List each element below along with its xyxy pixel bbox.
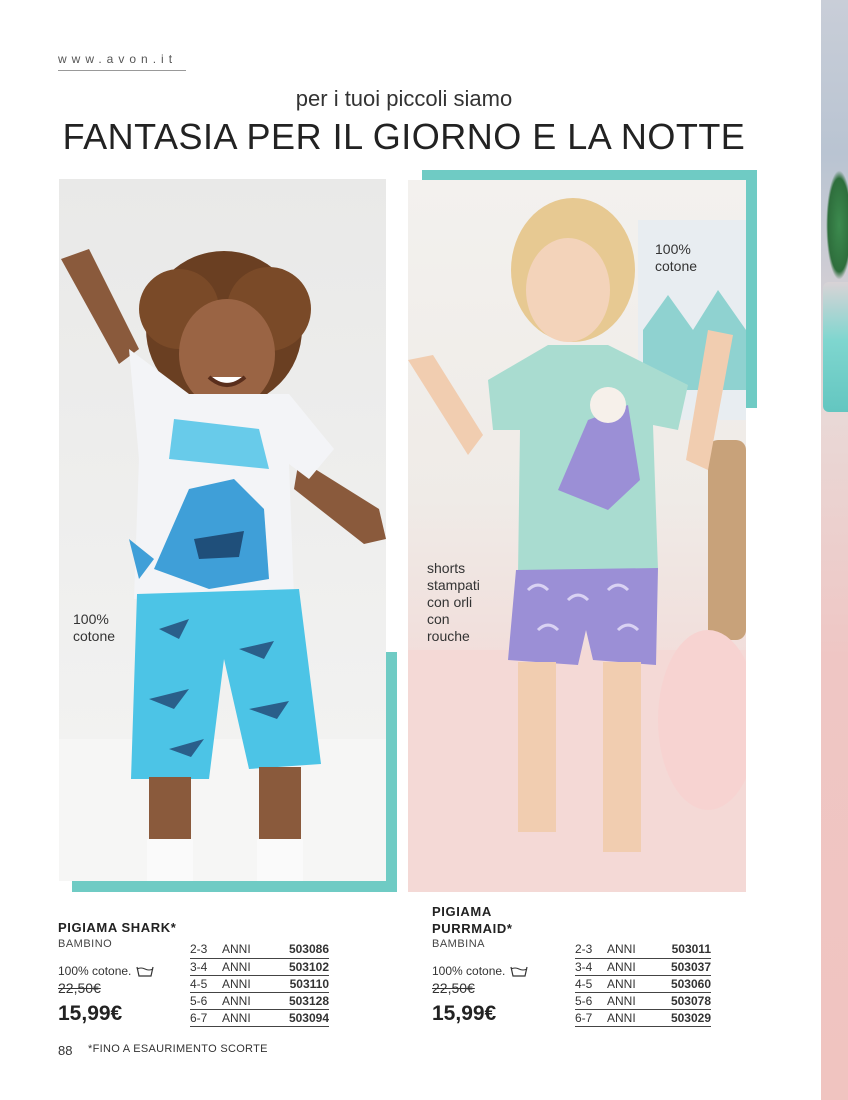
product-code: 503029 [655, 1009, 711, 1026]
photo-shark-pyjama [59, 179, 386, 881]
product-code: 503094 [272, 1009, 329, 1026]
size-unit: ANNI [607, 941, 655, 958]
product-code: 503060 [655, 975, 711, 992]
product-name-shark: PIGIAMA SHARK* [58, 920, 177, 935]
product-material-shark [58, 964, 154, 978]
product-name-purrmaid: PIGIAMA PURRMAID* [432, 904, 513, 936]
cotton-label-right: 100% cotone [655, 241, 698, 274]
table-row [190, 975, 329, 992]
page-number: 88 [58, 1043, 73, 1058]
site-url-underline [58, 70, 186, 71]
page-subtitle: per i tuoi piccoli siamo [295, 86, 513, 111]
product-code: 503128 [272, 992, 329, 1009]
size-unit: ANNI [607, 958, 655, 975]
size-unit: ANNI [222, 975, 272, 992]
product-code: 503011 [655, 941, 711, 958]
table-row [575, 975, 711, 992]
price-shark: 15,99€ [58, 1002, 123, 1025]
table-row [575, 958, 711, 975]
plant-leaf-decor [826, 170, 848, 280]
size-unit: ANNI [222, 941, 272, 958]
product-category-shark: BAMBINO [58, 938, 113, 950]
product-code: 503078 [655, 992, 711, 1009]
size-age: 2-3 [190, 941, 222, 958]
wash-symbol-icon [136, 966, 154, 977]
product-code: 503102 [272, 958, 329, 975]
material-text: 100% cotone. [58, 964, 132, 978]
table-row [190, 958, 329, 975]
old-price-shark: 22,50€ [58, 980, 101, 996]
size-age: 3-4 [575, 958, 607, 975]
size-age: 4-5 [575, 975, 607, 992]
size-age: 6-7 [190, 1009, 222, 1026]
photo-purrmaid-pyjama [408, 180, 746, 892]
table-row [190, 1009, 329, 1026]
site-url[interactable]: www.avon.it [58, 52, 178, 66]
size-unit: ANNI [607, 1009, 655, 1026]
cake-decor [823, 282, 848, 412]
size-unit: ANNI [222, 958, 272, 975]
size-unit: ANNI [222, 1009, 272, 1026]
adjacent-page-strip [821, 0, 848, 1100]
product-code: 503110 [272, 975, 329, 992]
size-unit: ANNI [607, 992, 655, 1009]
product-code: 503086 [272, 941, 329, 958]
table-row [190, 941, 329, 958]
table-row [190, 992, 329, 1009]
size-age: 5-6 [190, 992, 222, 1009]
size-age: 3-4 [190, 958, 222, 975]
product-category-purrmaid: BAMBINA [432, 938, 486, 950]
size-table-purrmaid [575, 941, 711, 1027]
wash-symbol-icon [510, 966, 528, 977]
size-unit: ANNI [607, 975, 655, 992]
footnote: *FINO A ESAURIMENTO SCORTE [88, 1043, 268, 1055]
material-text: 100% cotone. [432, 964, 506, 978]
size-age: 4-5 [190, 975, 222, 992]
old-price-purrmaid: 22,50€ [432, 980, 475, 996]
product-material-purrmaid [432, 964, 528, 978]
girl-illustration [408, 180, 746, 892]
size-age: 5-6 [575, 992, 607, 1009]
price-purrmaid: 15,99€ [432, 1002, 497, 1025]
table-row [575, 992, 711, 1009]
cotton-label-left: 100% cotone [73, 611, 116, 644]
table-row [575, 1009, 711, 1026]
size-unit: ANNI [222, 992, 272, 1009]
page-title: FANTASIA PER IL GIORNO E LA NOTTE [62, 116, 746, 157]
boy-illustration [59, 179, 386, 881]
size-age: 6-7 [575, 1009, 607, 1026]
size-table-shark [190, 941, 329, 1027]
shorts-description-label: shorts stampati con orli con rouche [427, 560, 480, 644]
size-age: 2-3 [575, 941, 607, 958]
product-code: 503037 [655, 958, 711, 975]
table-row [575, 941, 711, 958]
